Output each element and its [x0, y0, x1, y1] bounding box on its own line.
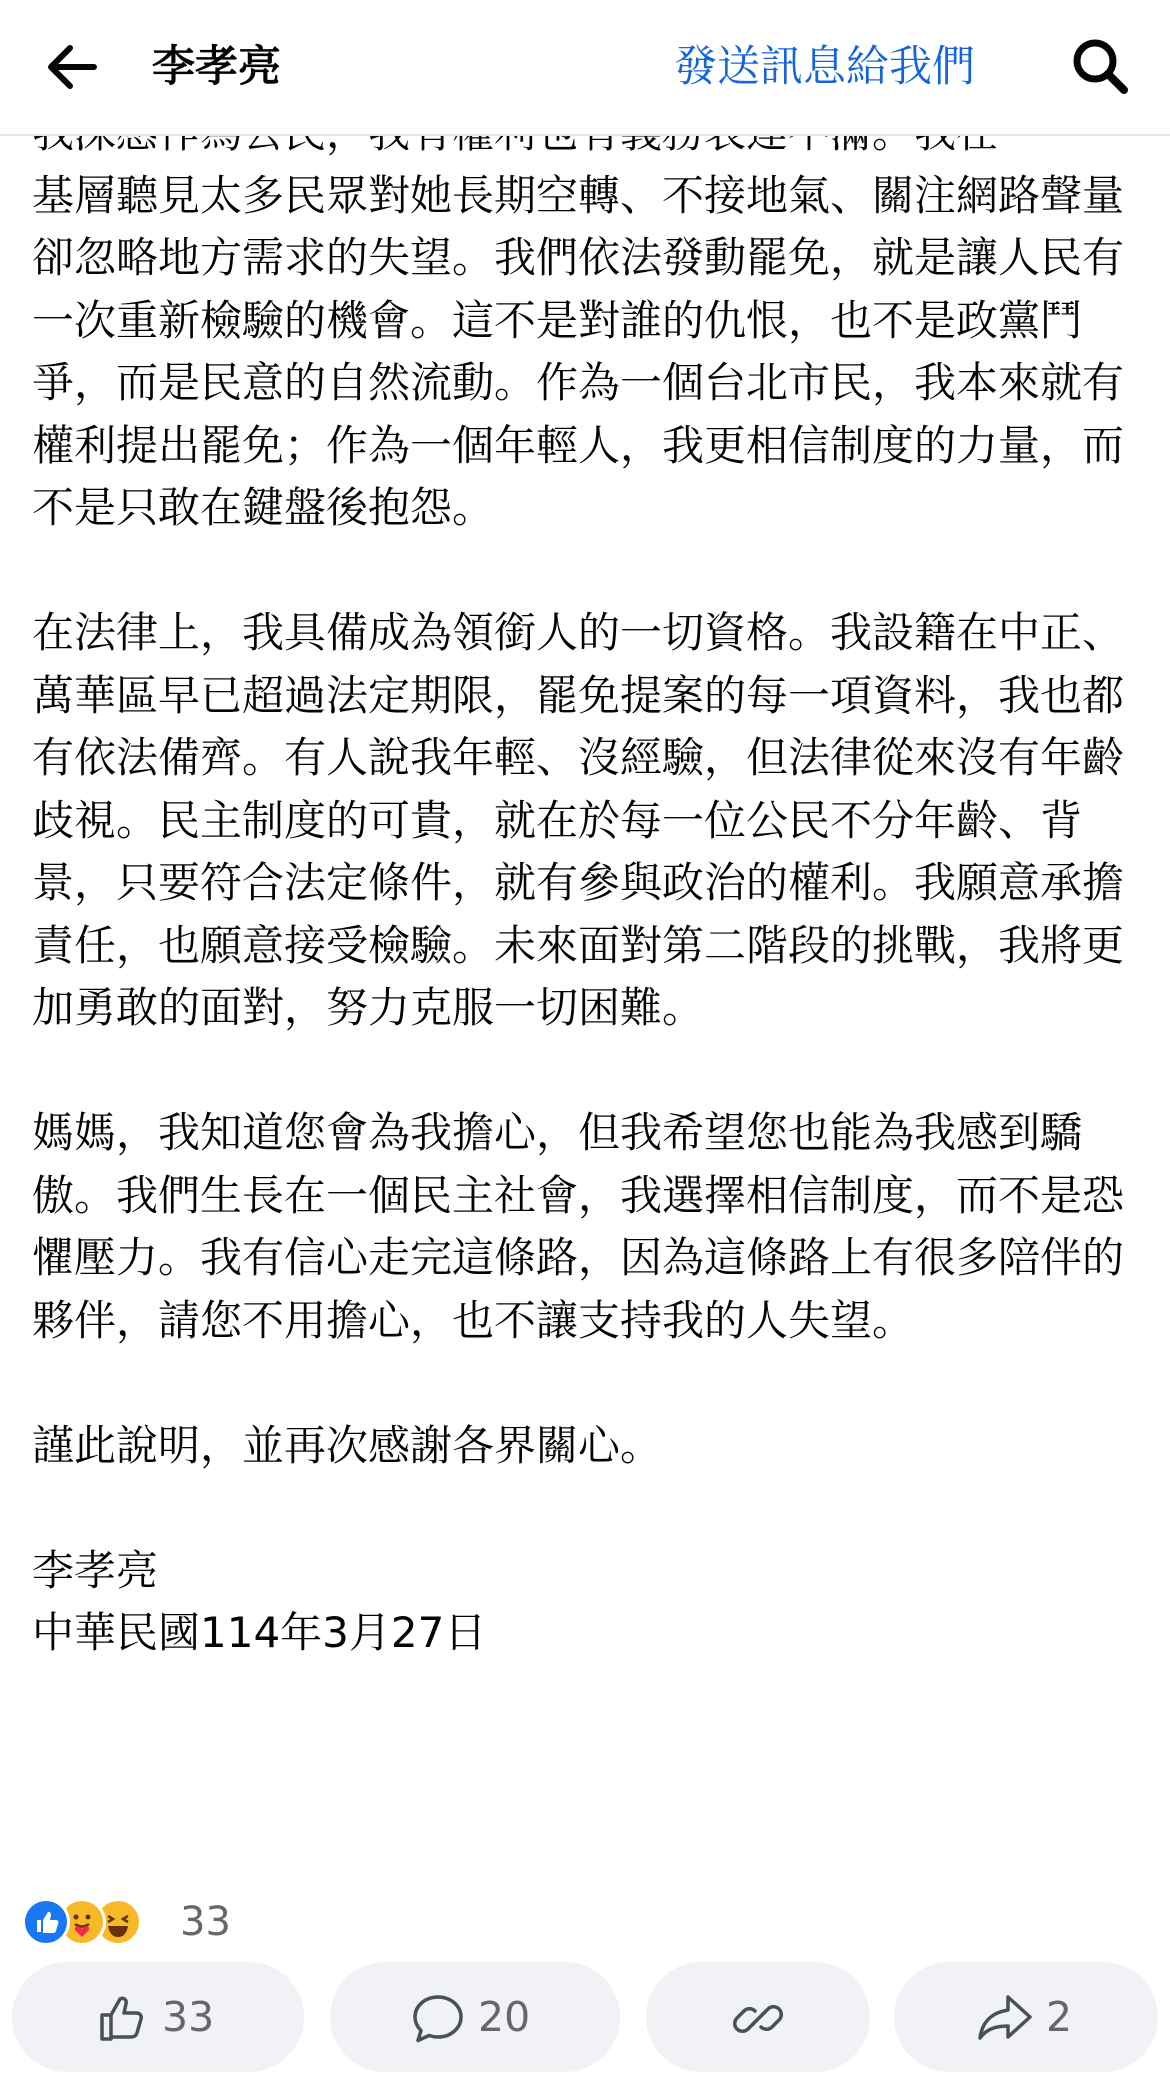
reactions-summary[interactable] — [22, 1894, 422, 1950]
post-text-area — [32, 134, 1152, 1884]
like-count: 33 — [162, 1993, 215, 2041]
link-icon — [730, 1991, 786, 2047]
post-text — [32, 102, 1152, 1665]
back-arrow-icon — [38, 36, 108, 98]
copy-link-button[interactable] — [646, 1962, 870, 2072]
comment-button[interactable] — [330, 1962, 620, 2072]
send-message-link[interactable]: 發送訊息給我們 — [674, 42, 975, 92]
post-paragraph: 謹此說明，並再次感謝各界關心。 — [32, 1420, 663, 1470]
reaction-count: 33 — [180, 1899, 231, 1945]
share-button[interactable] — [894, 1962, 1158, 2072]
back-button[interactable] — [38, 36, 108, 98]
share-icon — [976, 1991, 1034, 2045]
top-app-bar — [0, 0, 1170, 136]
post-paragraph: 在法律上，我具備成為領銜人的一切資格。我設籍在中正、萬華區早已超過法定期限，罷免提案的每一項資料，我也都有依法備齊。有人說我年輕、沒經驗，但法律從來沒有年齡歧視。民主制度的可貴，就在於每一位公民不分年齡、背景，只要符合法定條件，就有參與政治的權利。我願意承擔責任，也願意接受檢驗。未來面對第二階段的挑戰，我將更加勇敢的面對，努力克服一切困難。 — [32, 608, 1125, 1032]
post-paragraph: 媽媽，我知道您會為我擔心，但我希望您也能為我感到驕傲。我們生長在一個民主社會，我選擇相信制度，而不是恐懼壓力。我有信心走完這條路，因為這條路上有很多陪伴的夥伴，請您不用擔心，也不讓支持我的人失望。 — [32, 1108, 1125, 1345]
signature-date: 中華民國114年3月27日 — [32, 1608, 487, 1657]
like-button[interactable] — [12, 1962, 304, 2072]
comment-icon — [410, 1991, 466, 2047]
post-action-bar — [0, 1962, 1170, 2072]
like-icon — [22, 1898, 70, 1946]
signature-name: 李孝亮 — [32, 1545, 159, 1595]
page-title: 李孝亮 — [152, 42, 281, 92]
search-button[interactable] — [1068, 34, 1134, 100]
thumbs-up-icon — [96, 1991, 150, 2045]
comment-count: 20 — [478, 1993, 531, 2041]
search-icon — [1068, 34, 1134, 100]
post-paragraph: 基層聽見太多民眾對她長期空轉、不接地氣、關注網路聲量卻忽略地方需求的失望。我們依法發動罷免，就是讓人民有一次重新檢驗的機會。這不是對誰的仇恨，也不是政黨鬥爭，而是民意的自然流動。作為一個台北市民，我本來就有權利提出罷免；作為一個年輕人，我更相信制度的力量，而不是只敢在鍵盤後抱怨。 — [32, 170, 1125, 532]
share-count: 2 — [1046, 1993, 1073, 2041]
